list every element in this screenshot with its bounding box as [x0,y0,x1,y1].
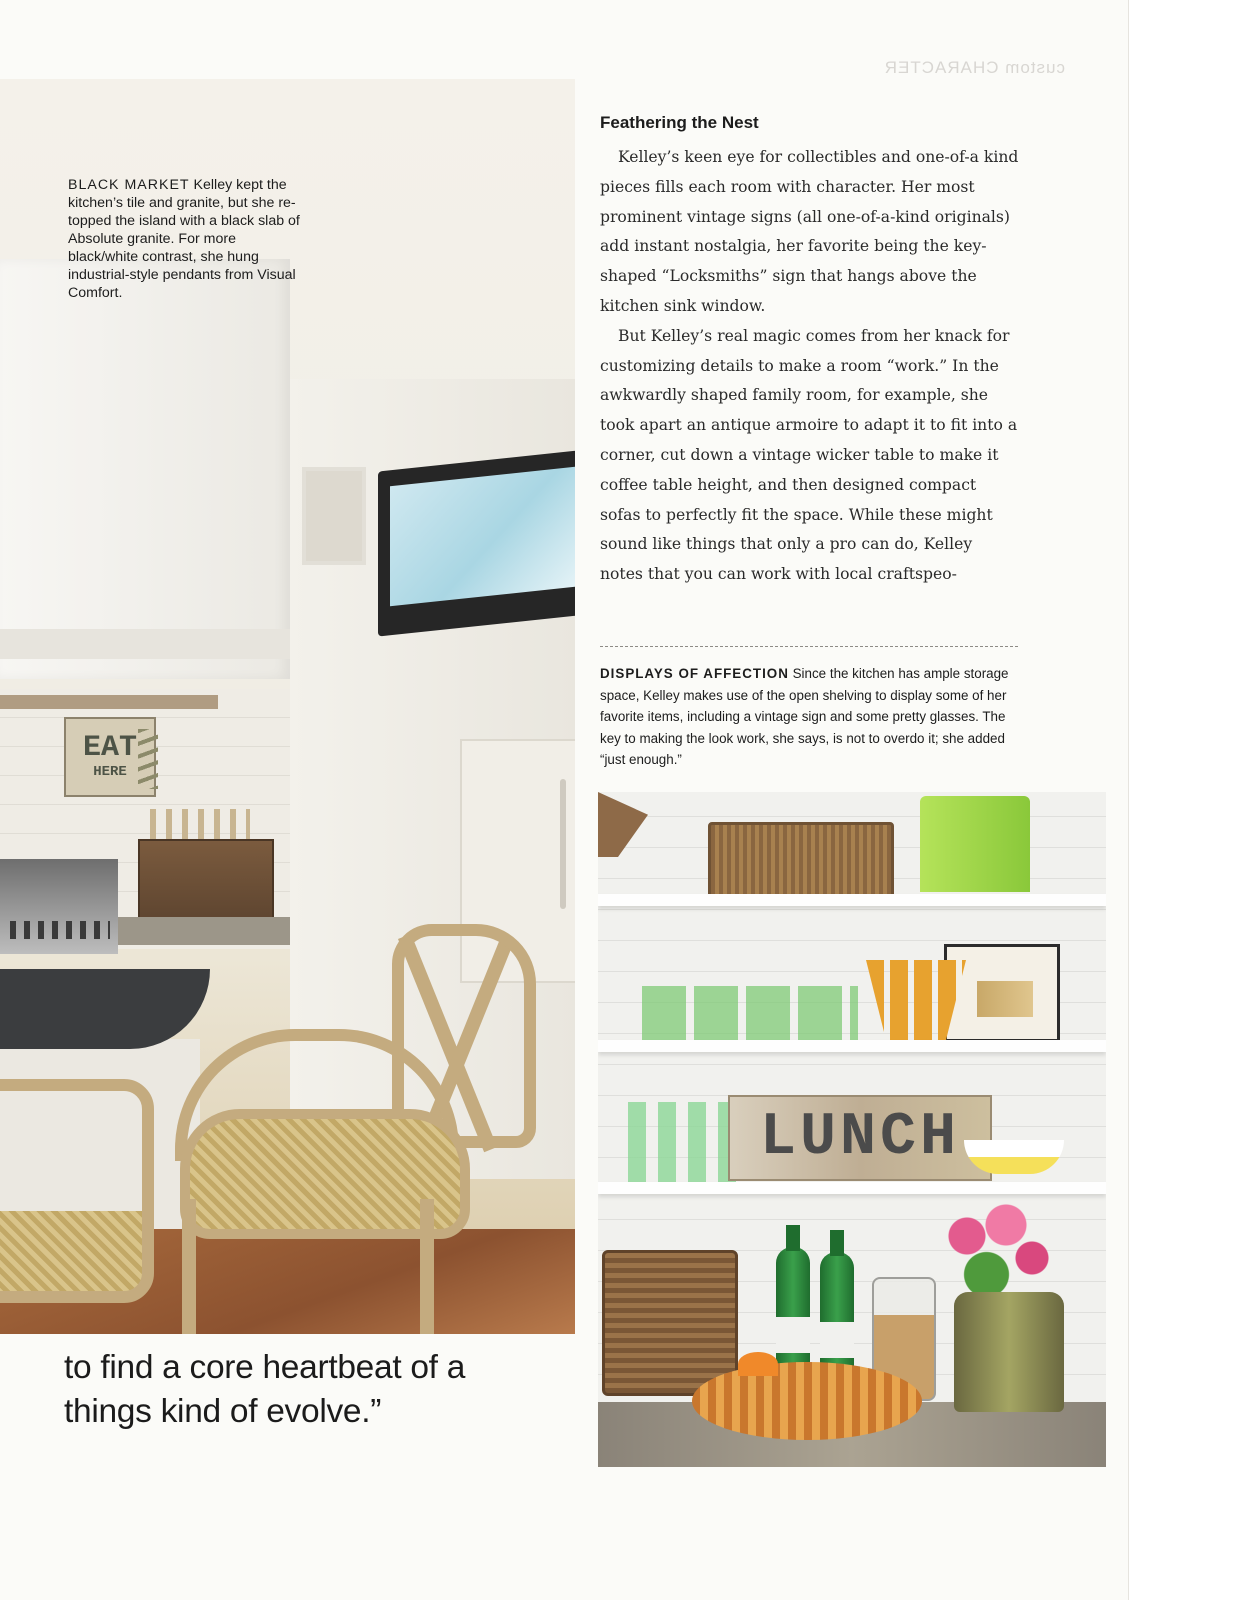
lunch-sign: LUNCH [728,1095,992,1181]
caption-displays-of-affection [600,663,1020,771]
pull-quote-line: to find a core heartbeat of a [64,1349,466,1386]
utensils [150,809,250,843]
caption-heading: BLACK MARKET [68,177,190,193]
pull-quote-line: things kind of evolve.” [64,1393,382,1430]
wicker-basket [602,1250,738,1396]
sign-decoration [138,729,158,789]
green-vase [920,796,1030,892]
caption-heading: DISPLAYS OF AFFECTION [600,666,789,681]
wooden-crate [138,839,274,923]
caption-black-market [68,176,308,302]
range-hood [0,259,290,679]
article-paragraph: Kelley’s keen eye for collectibles and one-of-a kind pieces fills each room with character. Her most prominent vintage signs (all one-of-a-kind originals) add instant nostalgia, her favorite being the key-shaped “Locksmiths” sign that hangs above the kitchen sink window. [600,148,1019,315]
pull-quote [64,1346,584,1434]
article-body [600,143,1020,590]
bottle-label [820,1322,854,1358]
stove-range [0,859,118,954]
pink-hyacinths [928,1192,1058,1302]
article-paragraph: But Kelley’s real magic comes from her knack for customizing details to make a room “work.” In the awkwardly shaped family room, for example, she took apart an antique armoire to adapt it to fit into a corner, cut down a vintage wicker table to make it coffee table height, and then designed compact sofas to perfectly fit the space. While these might sound like things that only a pro can do, Kelley notes that you can work with local craftspeo- [600,326,1018,584]
eat-sign-line2: HERE [93,764,127,780]
caption-text: Since the kitchen has ample storage space, Kelley makes use of the open shelving to display some of her favorite items, including a vintage sign and some pretty glasses. The key to making the look work, she says, is not to overdo it; she added “just enough.” [600,666,1009,768]
framed-art [944,944,1060,1042]
bottle-label [776,1317,810,1353]
bar-stool-left [0,1079,154,1303]
wall-shelf [0,695,218,709]
dotted-divider [600,646,1018,647]
orange-slice [738,1352,778,1376]
chair-leg [420,1199,434,1334]
rustic-bucket [954,1292,1064,1412]
wall-panel [302,467,366,565]
shelving-photo [598,792,1106,1467]
stove-knobs [10,921,110,939]
black-granite-island [0,969,210,1049]
green-glasses [642,986,858,1040]
mirrored-bleed-through-header: custom CHARACTER [883,58,1065,77]
cutting-board [692,1362,922,1440]
open-shelf [598,894,1106,906]
chair-leg [182,1199,196,1334]
tv-screen [390,466,575,606]
eat-sign-line1: EAT [82,731,137,765]
framed-art-image [977,981,1033,1017]
wicker-basket [708,822,894,898]
cabinet-handle [560,779,566,909]
wood-carving [598,792,648,857]
section-title: Feathering the Nest [600,113,759,132]
hood-ledge [0,629,290,659]
wall-tv [378,450,575,636]
caption-text: Kelley kept the kitchen’s tile and granite, but she re-topped the island with a black slab of Absolute granite. For more black/white contrast, she hung industrial-style pendants from Visual Comfort. [68,177,300,301]
open-shelf [598,1040,1106,1052]
